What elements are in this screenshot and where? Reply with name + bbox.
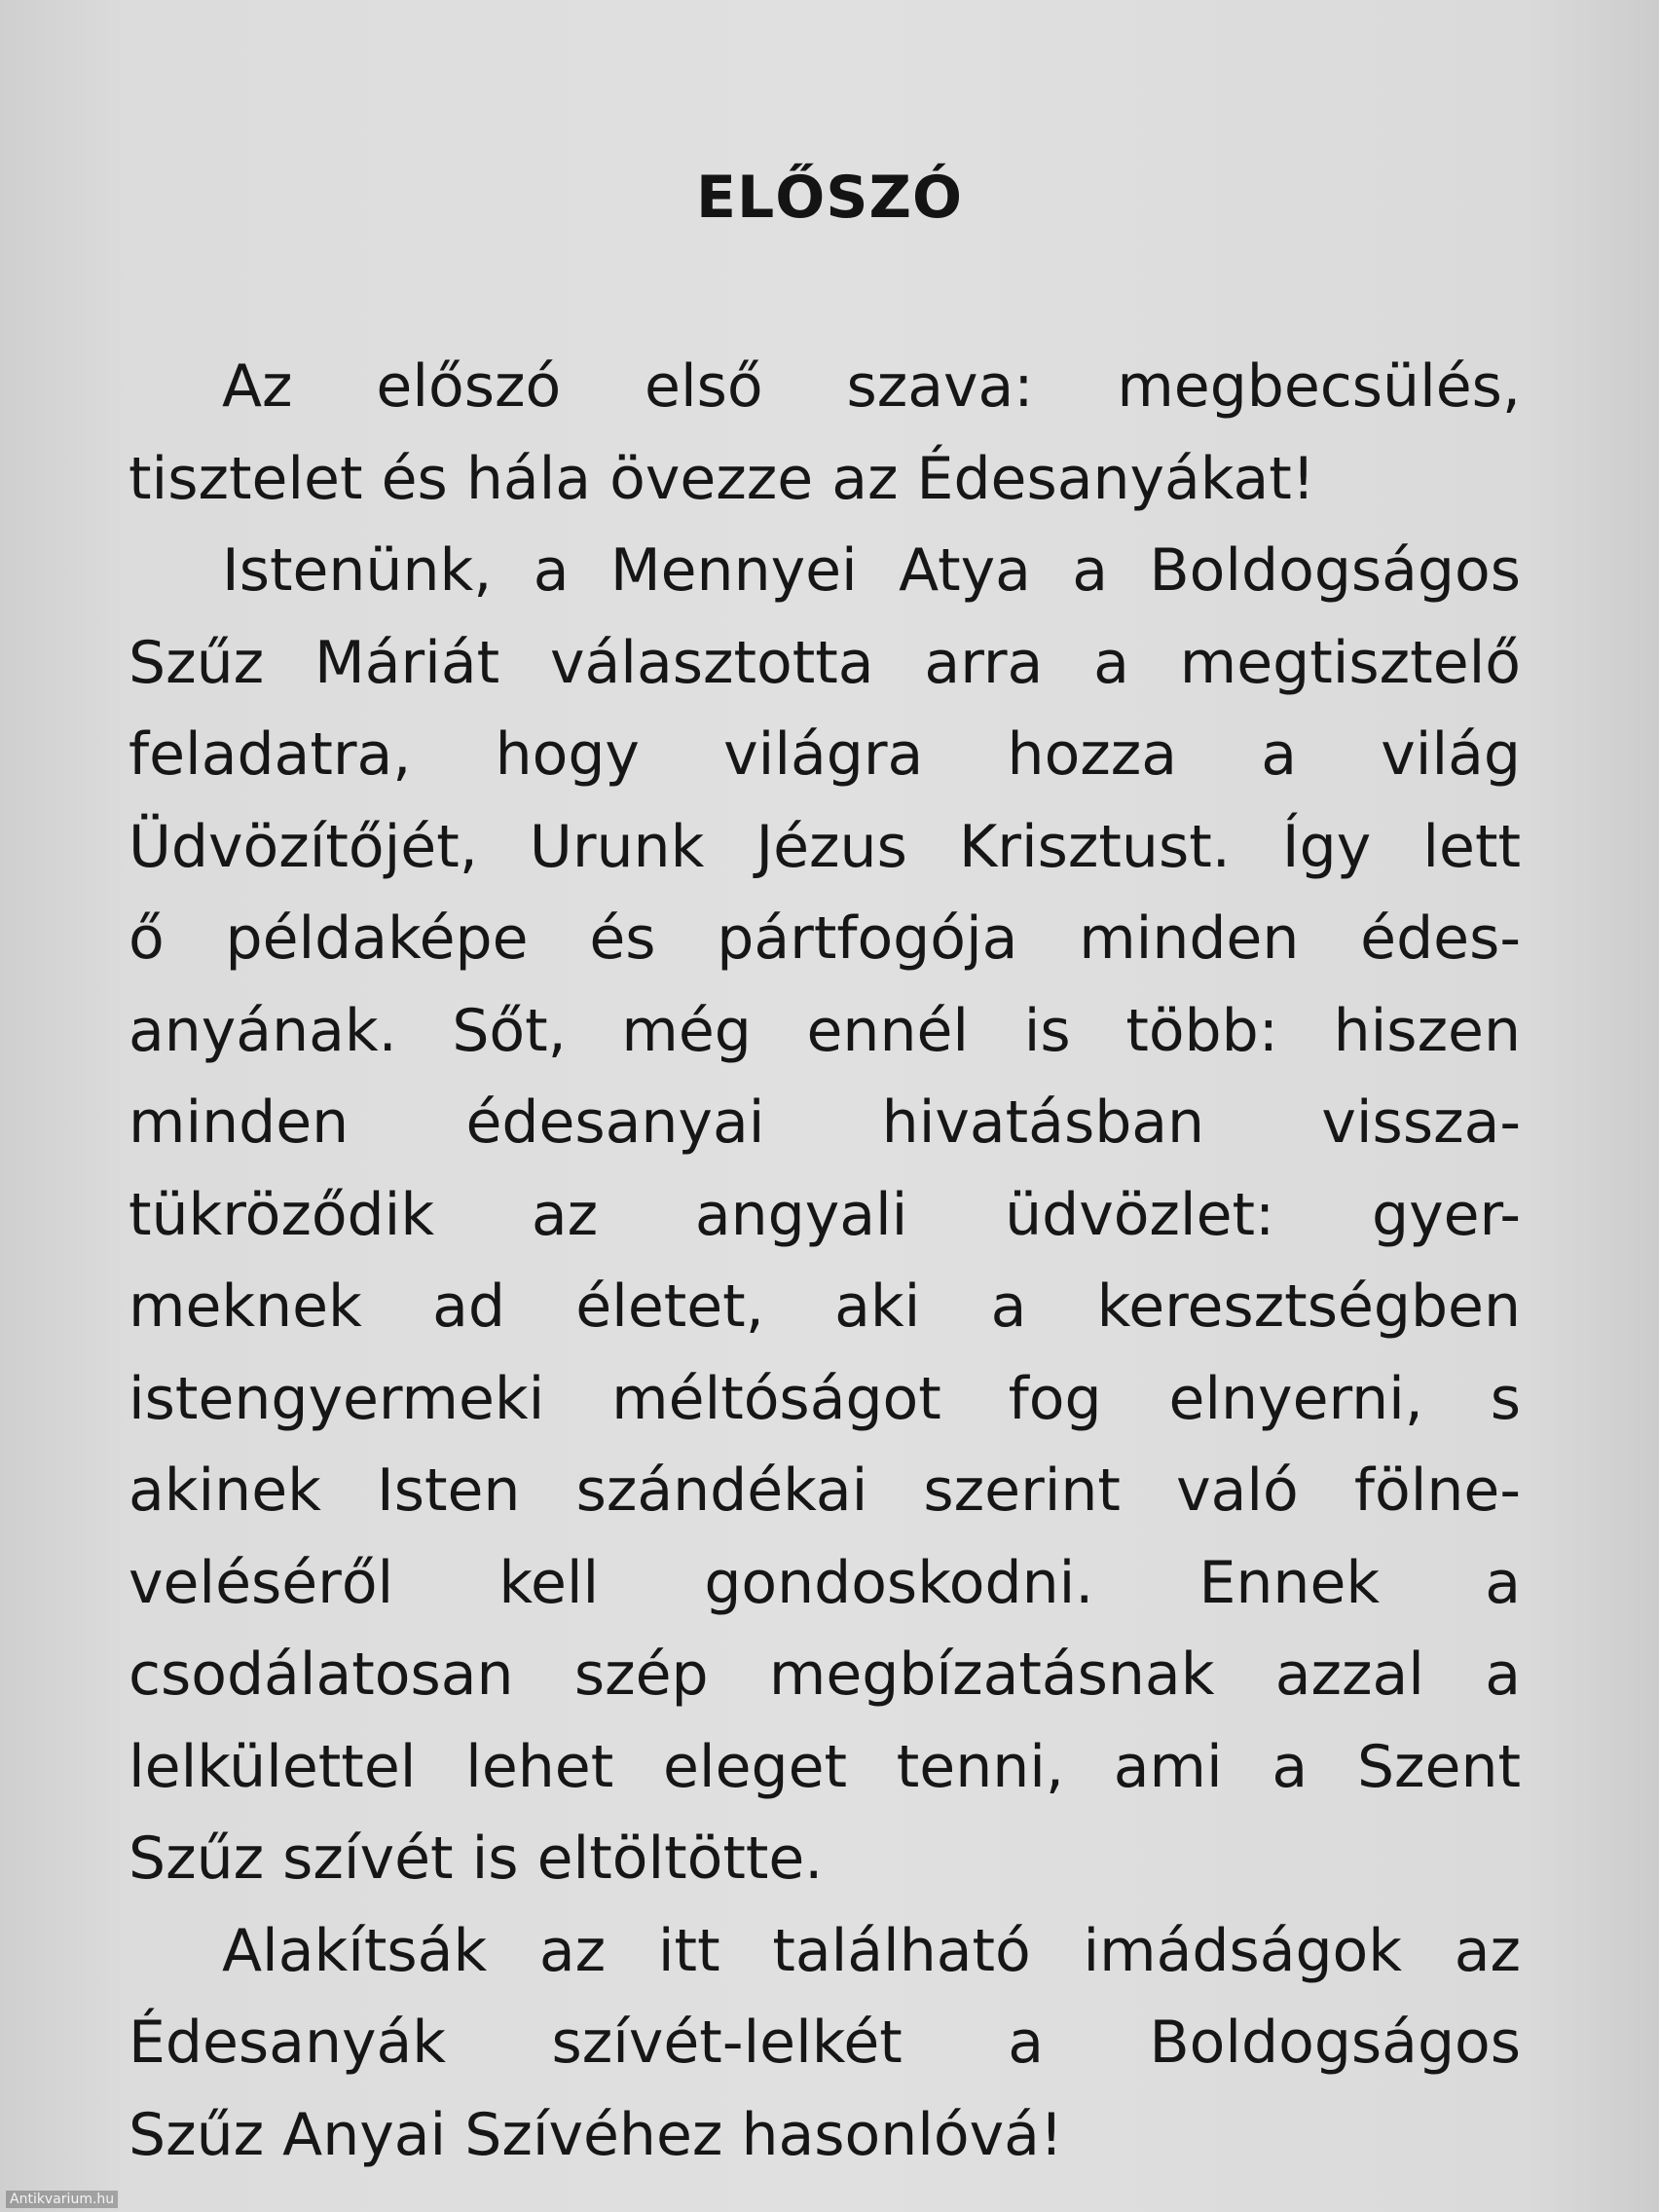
text-line: Alakítsák az itt található imádságok az — [222, 1916, 1521, 1985]
text-line: tükröződik az angyali üdvözlet: gyer- — [129, 1180, 1521, 1249]
text-line: anyának. Sőt, még ennél is több: hiszen — [129, 996, 1521, 1065]
text-line: Szűz Anyai Szívéhez hasonlóvá! — [129, 2100, 1063, 2169]
text-line: Üdvözítőjét, Urunk Jézus Krisztust. Így lett — [129, 812, 1521, 881]
text-line: tisztelet és hála övezze az Édesanyákat! — [129, 444, 1315, 513]
text-line: feladatra, hogy világra hozza a világ — [129, 720, 1521, 789]
text-line: csodálatosan szép megbízatásnak azzal a — [129, 1641, 1521, 1709]
text-line: istengyermeki méltóságot fog elnyerni, s — [129, 1364, 1521, 1433]
text-line: meknek ad életet, aki a keresztségben — [129, 1272, 1521, 1341]
text-line: Az előszó első szava: megbecsülés, — [222, 352, 1521, 421]
page-title: ELŐSZÓ — [696, 164, 963, 232]
foreword-text — [129, 341, 1521, 2181]
text-line: lelkülettel lehet eleget tenni, ami a Szent — [129, 1732, 1521, 1801]
text-line: Istenünk, a Mennyei Atya a Boldogságos — [222, 536, 1521, 605]
text-line: ő példaképe és pártfogója minden édes- — [129, 904, 1521, 973]
text-line: veléséről kell gondoskodni. Ennek a — [129, 1548, 1521, 1617]
text-line: Szűz Máriát választotta arra a megtisztelő — [129, 628, 1521, 697]
text-line: akinek Isten szándékai szerint való fölne- — [129, 1456, 1521, 1525]
text-line: Szűz szívét is eltöltötte. — [129, 1825, 824, 1893]
text-line: Édesanyák szívét-lelkét a Boldogságos — [129, 2009, 1521, 2077]
watermark: Antikvarium.hu — [6, 2191, 118, 2208]
text-line: minden édesanyai hivatásban vissza- — [129, 1088, 1521, 1157]
